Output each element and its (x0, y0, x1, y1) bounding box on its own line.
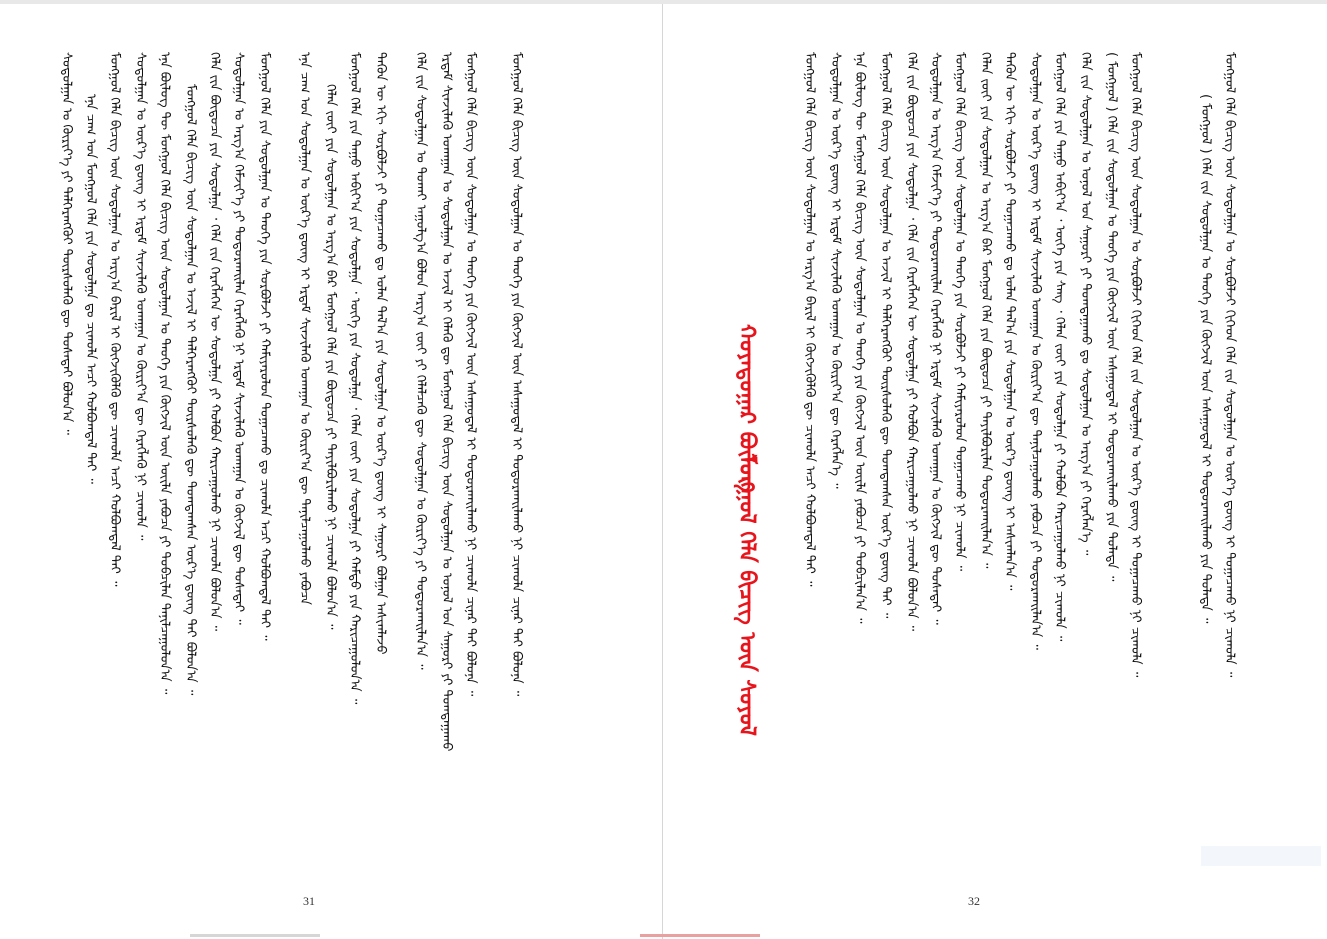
text-column: ᠮᠣᠩᠭᠣᠯ ᠬᠡᠯᠡ ᠪᠢᠴᠢᠭ᠌ ᠦᠨ ᠰᠤᠳᠤᠯᠭᠠᠨ ᠤ ᠲᠡᠦᠬᠡ ᠶᠢᠨ ᠬᠥᠭᠵᠢᠯ ᠦᠨ ᠠᠰᠠᠭᠤᠳᠠᠯ ᠢ ᠲᠣᠳᠣᠷᠬᠠᠢᠯᠠᠬᠤ ᠨᠢ ᠴᠢᠬᠤᠯᠠ ᠴᠢᠨᠠᠷ ᠲᠠᠢ ᠪᠣᠯᠤᠨᠠ ᠃ (509, 52, 524, 697)
text-column: ᠰᠤᠳᠤᠯᠭᠠᠨ ᠤ ᠦᠷ᠎ᠡ ᠳ᠋ᠦᠩ ᠢ ᠡᠷᠳᠡᠮ ᠰᠢᠨᠵᠢᠯᠡᠬᠦ ᠤᠬᠠᠭᠠᠨ ᠤ ᠬᠦᠷᠢᠶ᠎ᠡᠨ ᠳᠦ ᠬᠡᠷᠡᠭᠯᠡᠨ᠎ᠡ ᠃ (828, 52, 843, 489)
text-column: ( ᠮᠣᠩᠭᠣᠯ ) ᠬᠡᠯᠡ ᠵᠢᠨ ᠰᠤᠳᠤᠯᠭᠠᠨ ᠤ ᠲᠡᠦᠬᠡ ᠶᠢᠨ ᠬᠥᠭᠵᠢᠯ ᠦᠨ ᠠᠰᠠᠭᠤᠳᠠᠯ ᠢ ᠲᠣᠳᠣᠷᠬᠠᠢᠯᠠᠬᠤ ᠶᠢᠨ ᠲᠤᠯᠠᠳᠠ ᠃ (1198, 94, 1213, 624)
text-column: ᠮᠣᠩᠭᠣᠯ ᠬᠡᠯᠡ ᠪᠢᠴᠢᠭ ᠦᠨ ᠰᠤᠳᠤᠯᠭᠠᠨ ᠤ ᠠᠵᠢᠯ ᠢ ᠳᠡᠯᠭᠡᠷᠡᠩᠭᠦᠢ ᠳᠦᠷᠰᠦᠯᠡᠬᠦ ᠳᠦ ᠲᠣᠭᠲᠠᠭᠰᠠᠨ ᠦᠷ᠎ᠡ ᠳ᠋ᠦᠩ ᠲᠠᠢ ᠪᠣᠯᠤᠨ᠎ᠠ ᠃ (183, 84, 198, 696)
bottom-edge-mark (190, 934, 320, 937)
scan-watermark (1201, 846, 1321, 866)
bottom-edge-mark (640, 934, 760, 937)
page-31 (0, 4, 663, 939)
text-column: ᠬᠡᠯᠡ ᠵᠢᠨ ᠪᠦᠲᠦᠴᠡ ᠶᠢᠨ ᠰᠤᠳᠤᠯᠭᠠ ᠂ ᠬᠡᠯᠡ ᠵᠢᠨ ᠬᠡᠷᠡᠭᠯᠡᠭᠡᠨ ᠦ ᠰᠤᠳᠤᠯᠭᠠ ᠶᠢ ᠬᠣᠯᠪᠣᠨ ᠬᠠᠷᠢᠴᠠᠭᠤᠯᠬᠤ ᠨᠢ ᠴᠢᠬᠤᠯᠠ ᠪᠣᠯᠤᠨ᠎ᠠ ᠃ (207, 52, 222, 632)
text-column: ᠰᠤᠳᠤᠯᠭᠠᠨ ᠤ ᠦᠷ᠎ᠡ ᠳ᠋ᠦᠩ ᠢ ᠡᠷᠳᠡᠮ ᠰᠢᠨᠵᠢᠯᠡᠬᠦ ᠤᠬᠠᠭᠠᠨ ᠤ ᠬᠦᠷᠢᠶ᠎ᠡᠨ ᠳᠦ ᠬᠡᠷᠡᠭᠯᠡᠬᠦ ᠨᠢ ᠴᠢᠬᠤᠯᠠ ᠃ (133, 52, 148, 541)
text-column: ᠬᠡᠯᠡ ᠵᠢᠨ ᠪᠦᠲᠦᠴᠡ ᠶᠢᠨ ᠰᠤᠳᠤᠯᠭᠠ ᠂ ᠬᠡᠯᠡ ᠵᠢᠨ ᠬᠡᠷᠡᠭᠯᠡᠭᠡᠨ ᠦ ᠰᠤᠳᠤᠯᠭᠠ ᠶᠢ ᠬᠣᠯᠪᠣᠨ ᠬᠠᠷᠢᠴᠠᠭᠤᠯᠬᠤ ᠨᠢ ᠴᠢᠬᠤᠯᠠ ᠪᠣᠯᠤᠨ᠎ᠠ ᠃ (904, 52, 919, 632)
text-column: ᠰᠤᠳᠤᠯᠭᠠᠨ ᠤ ᠠᠷᠭ᠎ᠠ ᠬᠡᠮᠵᠢᠶ᠎ᠡ ᠶᠢ ᠲᠣᠳᠣᠷᠬᠠᠢᠯᠠᠨ ᠬᠡᠷᠡᠭᠯᠡᠬᠦ ᠨᠢ ᠡᠷᠳᠡᠮ ᠰᠢᠨᠵᠢᠯᠡᠬᠦ ᠤᠬᠠᠭᠠᠨ ᠤ ᠬᠥᠭᠵᠢᠯ ᠳᠦ ᠲᠤᠰᠠᠲᠠᠢ ᠃ (231, 52, 246, 625)
page-32 (663, 4, 1327, 939)
text-column: ᠲᠡᠭᠦᠨ ᠦ ᠡᠬᠢ ᠰᠤᠷᠪᠤᠯᠵᠢ ᠶᠢ ᠲᠣᠭᠠᠴᠠᠬᠤ ᠳᠤ ᠣᠯᠠᠨ ᠲᠠᠯ᠎ᠠ ᠶᠢᠨ ᠰᠤᠳᠤᠯᠭᠠᠨ ᠤ ᠦᠷ᠎ᠡ ᠳ᠋ᠦᠩ ᠢ ᠰᠠᠭᠤᠷᠢ ᠪᠣᠯᠭᠠᠨ ᠠᠰᠢᠭᠯᠠᠵᠤ (373, 52, 388, 655)
text-column: ᠬᠡᠯᠡ ᠵᠢᠨ ᠰᠤᠳᠤᠯᠭᠠᠨ ᠤ ᠲᠤᠬᠠᠢ ᠠᠭᠤᠯᠭ᠎ᠠ ᠪᠣᠯᠤᠨ ᠠᠷᠭ᠎ᠠ ᠵᠦᠢ ᠶᠢ ᠬᠡᠯᠡᠯᠴᠡᠬᠦ ᠳᠦ ᠰᠤᠳᠤᠯᠭᠠᠨ ᠤ ᠬᠦᠷᠢᠶ᠎ᠡ ᠶᠢ ᠲᠣᠳᠣᠷᠬᠠᠢᠯᠠᠨ᠎ᠠ ᠃ (413, 52, 428, 670)
text-column: ᠡᠨᠡ ᠪᠦᠯᠦᠭ ᠲᠦ ᠮᠣᠩᠭᠣᠯ ᠬᠡᠯᠡ ᠪᠢᠴᠢᠭ ᠦᠨ ᠰᠤᠳᠤᠯᠭᠠᠨ ᠤ ᠲᠡᠦᠬᠡ ᠶᠢᠨ ᠬᠥᠭᠵᠢᠯ ᠦᠨ ᠦᠢᠯᠡ ᠶᠠᠪᠤᠴᠠ ᠶᠢ ᠲᠣᠪᠴᠢᠯᠠᠨ᠎ᠠ ᠃ (852, 52, 867, 624)
chapter-title: ᠮᠣᠩᠭᠣᠯ ᠬᠡᠯᠡ ᠪᠢᠴᠢᠭ᠌ ᠦᠨ ᠰᠣᠶᠣᠯ (734, 454, 759, 736)
chapter-title: ᠬᠣᠶᠠᠳᠤᠭᠠᠷ ᠪᠦᠯᠦᠭ (734, 324, 759, 493)
text-column: ᠮᠣᠩᠭᠣᠯ ᠬᠡᠯᠡ ᠶᠢᠨ ᠳᠠᠭᠤ ᠠᠪᠢᠶ᠎ᠠ ᠂ ᠦᠭᠡ ᠶᠢᠨ ᠰᠠᠩ ᠂ ᠬᠡᠯᠡᠨ ᠵᠦᠢ ᠶᠢᠨ ᠰᠤᠳᠤᠯᠭᠠ ᠶᠢ ᠬᠣᠯᠪᠣᠨ ᠬᠠᠷᠢᠴᠠᠭᠤᠯᠬᠤ ᠨᠢ ᠴᠢᠬᠤᠯᠠ ᠃ (1052, 52, 1067, 642)
text-column: ᠡᠨᠡ ᠴᠠᠭ ᠤᠨ ᠮᠣᠩᠭᠣᠯ ᠬᠡᠯᠡ ᠶᠢᠨ ᠰᠤᠳᠤᠯᠭᠠ ᠳᠤ ᠴᠢᠬᠤᠯᠠ ᠠᠴᠢ ᠬᠣᠯᠪᠣᠭᠳᠠᠯ ᠲᠠᠢ ᠃ (83, 94, 98, 484)
text-column: ᠬᠡᠯᠡᠨ ᠵᠦᠢ ᠶᠢᠨ ᠰᠤᠳᠤᠯᠭᠠᠨ ᠤ ᠠᠷᠭ᠎ᠠ ᠪᠠᠷ ᠮᠣᠩᠭᠣᠯ ᠬᠡᠯᠡ ᠶᠢᠨ ᠪᠦᠲᠦᠴᠡ ᠶᠢ ᠲᠠᠶᠢᠯᠪᠤᠷᠢᠯᠠᠨ ᠲᠣᠳᠣᠷᠬᠠᠢᠯᠠᠨ᠎ᠠ ᠃ (978, 52, 993, 569)
text-column: ᠬᠡᠯᠡᠨ ᠵᠦᠢ ᠶᠢᠨ ᠰᠤᠳᠤᠯᠭᠠᠨ ᠤ ᠠᠷᠭ᠎ᠠ ᠪᠠᠷ ᠮᠣᠩᠭᠣᠯ ᠬᠡᠯᠡ ᠶᠢᠨ ᠪᠦᠲᠦᠴᠡ ᠶᠢ ᠲᠠᠶᠢᠯᠪᠤᠷᠢᠯᠠᠬᠤ ᠨᠢ ᠴᠢᠬᠤᠯᠠ ᠪᠣᠯᠤᠨ᠎ᠠ ᠃ (323, 84, 338, 630)
text-column: ᠮᠣᠩᠭᠣᠯ ᠬᠡᠯᠡ ᠪᠢᠴᠢᠭ ᠦᠨ ᠰᠤᠳᠤᠯᠭᠠᠨ ᠤ ᠠᠷᠭ᠎ᠠ ᠪᠠᠷᠢᠯ ᠢ ᠬᠦᠭᠵᠢᠭᠦᠯᠬᠦ ᠳᠦ ᠴᠢᠬᠤᠯᠠ ᠠᠴᠢ ᠬᠣᠯᠪᠣᠭᠳᠠᠯ ᠲᠠᠢ ᠃ (802, 52, 817, 587)
text-column: ( ᠮᠣᠩᠭᠣᠯ ) ᠬᠡᠯᠡ ᠵᠢᠨ ᠰᠤᠳᠤᠯᠭᠠᠨ ᠤ ᠲᠡᠦᠬᠡ ᠶᠢᠨ ᠬᠥᠭᠵᠢᠯ ᠦᠨ ᠠᠰᠠᠭᠤᠳᠠᠯ ᠢ ᠲᠣᠳᠣᠷᠬᠠᠢᠯᠠᠬᠤ ᠶᠢᠨ ᠲᠤᠯᠠᠳᠠ ᠃ (1104, 52, 1119, 582)
text-column: ᠮᠣᠩᠭᠣᠯ ᠬᠡᠯᠡ ᠶᠢᠨ ᠳᠠᠭᠤ ᠠᠪᠢᠶ᠎ᠠ ᠶᠢᠨ ᠰᠤᠳᠤᠯᠭᠠ ᠂ ᠦᠭᠡ ᠶᠢᠨ ᠰᠤᠳᠤᠯᠭᠠ ᠂ ᠬᠡᠯᠡᠨ ᠵᠦᠢ ᠶᠢᠨ ᠰᠤᠳᠤᠯᠭᠠ ᠶᠢ ᠬᠠᠮᠲᠤ ᠶᠢᠨ ᠬᠠᠷᠢᠴᠠᠭᠤᠯᠤᠨ᠎ᠠ ᠃ (347, 52, 362, 705)
text-column: ᠡᠨᠡ ᠴᠠᠭ ᠤᠨ ᠰᠤᠳᠤᠯᠭᠠᠨ ᠤ ᠦᠷ᠎ᠡ ᠳ᠋ᠦᠩ ᠢ ᠡᠷᠳᠡᠮ ᠰᠢᠨᠵᠢᠯᠡᠬᠦ ᠤᠬᠠᠭᠠᠨ ᠤ ᠬᠦᠷᠢᠶ᠎ᠡᠨ ᠳᠦ ᠲᠠᠨᠢᠯᠴᠠᠭᠤᠯᠬᠤ ᠶᠠᠪᠤᠴᠠ (297, 52, 312, 605)
text-column: ᠮᠣᠩᠭᠣᠯ ᠬᠡᠯᠡ ᠪᠢᠴᠢᠭ᠌ ᠦᠨ ᠰᠤᠳᠤᠯᠭᠠᠨ ᠤ ᠰᠤᠷᠪᠤᠯᠵᠢ ᠬᠢᠭᠡᠳ ᠬᠡᠯᠡ ᠵᠢᠨ ᠰᠤᠳᠤᠯᠭᠠᠨ ᠤ ᠦᠷ᠎ᠡ ᠳ᠋ᠦᠩ ᠢ ᠲᠣᠭᠠᠴᠠᠬᠤ ᠨᠢ ᠴᠢᠬᠤᠯᠠ ᠃ (1222, 52, 1237, 678)
text-column: ᠮᠣᠩᠭᠣᠯ ᠬᠡᠯᠡ ᠪᠢᠴᠢᠭ ᠦᠨ ᠰᠤᠳᠤᠯᠭᠠᠨ ᠤ ᠲᠡᠦᠬᠡ ᠶᠢᠨ ᠰᠤᠷᠪᠤᠯᠵᠢ ᠶᠢ ᠬᠠᠮᠢᠶᠠᠷᠤᠯᠤᠨ ᠲᠣᠭᠠᠴᠠᠬᠤ ᠨᠢ ᠴᠢᠬᠤᠯᠠ ᠃ (952, 52, 967, 572)
text-column: ᠰᠤᠳᠤᠯᠭᠠᠨ ᠤ ᠠᠷᠭ᠎ᠠ ᠬᠡᠮᠵᠢᠶ᠎ᠡ ᠶᠢ ᠲᠣᠳᠣᠷᠬᠠᠢᠯᠠᠨ ᠬᠡᠷᠡᠭᠯᠡᠬᠦ ᠨᠢ ᠡᠷᠳᠡᠮ ᠰᠢᠨᠵᠢᠯᠡᠬᠦ ᠤᠬᠠᠭᠠᠨ ᠤ ᠬᠥᠭᠵᠢᠯ ᠳᠦ ᠲᠤᠰᠠᠲᠠᠢ ᠃ (928, 52, 943, 625)
text-column: ᠡᠨᠡ ᠪᠦᠯᠦᠭ ᠲᠦ ᠮᠣᠩᠭᠣᠯ ᠬᠡᠯᠡ ᠪᠢᠴᠢᠭ ᠦᠨ ᠰᠤᠳᠤᠯᠭᠠᠨ ᠤ ᠲᠡᠦᠬᠡ ᠶᠢᠨ ᠬᠥᠭᠵᠢᠯ ᠦᠨ ᠦᠢᠯᠡ ᠶᠠᠪᠤᠴᠠ ᠶᠢ ᠲᠣᠪᠴᠢᠯᠠᠨ ᠲᠠᠨᠢᠯᠴᠠᠭᠤᠯᠤᠨ᠎ᠠ ᠃ (157, 52, 172, 695)
text-column: ᠮᠣᠩᠭᠣᠯ ᠬᠡᠯᠡ ᠪᠢᠴᠢᠭ᠌ ᠦᠨ ᠰᠤᠳᠤᠯᠭᠠᠨ ᠤ ᠰᠤᠷᠪᠤᠯᠵᠢ ᠬᠢᠭᠡᠳ ᠬᠡᠯᠡ ᠵᠢᠨ ᠰᠤᠳᠤᠯᠭᠠᠨ ᠤ ᠦᠷ᠎ᠡ ᠳ᠋ᠦᠩ ᠢ ᠲᠣᠭᠠᠴᠠᠬᠤ ᠨᠢ ᠴᠢᠬᠤᠯᠠ ᠃ (1128, 52, 1143, 678)
page-number: 31 (303, 894, 315, 908)
text-column: ᠮᠣᠩᠭᠣᠯ ᠬᠡᠯᠡ ᠪᠢᠴᠢᠭ ᠦᠨ ᠰᠤᠳᠤᠯᠭᠠᠨ ᠤ ᠠᠵᠢᠯ ᠢ ᠳᠡᠯᠭᠡᠷᠡᠩᠭᠦᠢ ᠳᠦᠷᠰᠦᠯᠡᠬᠦ ᠳᠦ ᠲᠣᠭᠲᠠᠭᠰᠠᠨ ᠦᠷ᠎ᠡ ᠳ᠋ᠦᠩ ᠲᠠᠢ ᠃ (878, 52, 893, 619)
page-number: 32 (968, 894, 980, 908)
text-column: ᠬᠡᠯᠡ ᠵᠢᠨ ᠰᠤᠳᠤᠯᠭᠠᠨ ᠤ ᠣᠨᠣᠯ ᠤᠨ ᠰᠠᠭᠤᠷᠢ ᠶᠢ ᠲᠣᠭᠲᠠᠭᠠᠬᠤ ᠳᠤ ᠰᠤᠳᠤᠯᠭᠠᠨ ᠤ ᠠᠷᠭ᠎ᠠ ᠶᠢ ᠬᠡᠷᠡᠭᠯᠡᠨ᠎ᠡ ᠃ (1078, 52, 1093, 556)
text-column: ᠲᠡᠭᠦᠨ ᠦ ᠡᠬᠢ ᠰᠤᠷᠪᠤᠯᠵᠢ ᠶᠢ ᠲᠣᠭᠠᠴᠠᠬᠤ ᠳᠤ ᠣᠯᠠᠨ ᠲᠠᠯ᠎ᠠ ᠶᠢᠨ ᠰᠤᠳᠤᠯᠭᠠᠨ ᠤ ᠦᠷ᠎ᠡ ᠳ᠋ᠦᠩ ᠢ ᠠᠰᠢᠭᠯᠠᠨ᠎ᠠ ᠃ (1002, 52, 1017, 591)
text-column: ᠮᠣᠩᠭᠣᠯ ᠬᠡᠯᠡ ᠶᠢᠨ ᠰᠤᠳᠤᠯᠭᠠᠨ ᠤ ᠲᠡᠦᠬᠡ ᠶᠢᠨ ᠰᠤᠷᠪᠤᠯᠵᠢ ᠶᠢ ᠬᠠᠮᠢᠶᠠᠷᠤᠯᠤᠨ ᠲᠣᠭᠠᠴᠠᠬᠤ ᠳᠤ ᠴᠢᠬᠤᠯᠠ ᠠᠴᠢ ᠬᠣᠯᠪᠣᠭᠳᠠᠯ ᠲᠠᠢ ᠃ (257, 52, 272, 641)
text-column: ᠰᠤᠳᠤᠯᠭᠠᠨ ᠤ ᠬᠦᠷᠢᠶ᠎ᠡ ᠶᠢ ᠳᠡᠯᠭᠡᠷᠡᠩᠭᠦᠢ ᠳᠦᠷᠰᠦᠯᠡᠬᠦ ᠳᠦ ᠲᠤᠰᠠᠲᠠᠢ ᠪᠣᠯᠤᠨ᠎ᠠ ᠃ (59, 52, 74, 435)
text-column: ᠡᠷᠳᠡᠮ ᠰᠢᠨᠵᠢᠯᠡᠬᠦ ᠤᠬᠠᠭᠠᠨ ᠤ ᠰᠤᠳᠤᠯᠭᠠᠨ ᠤ ᠠᠵᠢᠯ ᠢ ᠬᠡᠯᠡᠬᠦ ᠳᠦ ᠮᠣᠩᠭᠣᠯ ᠬᠡᠯᠡ ᠪᠢᠴᠢᠭ ᠦᠨ ᠰᠤᠳᠤᠯᠭᠠᠨ ᠤ ᠣᠨᠣᠯ ᠤᠨ ᠰᠠᠭᠤᠷᠢ ᠶᠢ ᠲᠣᠭᠲᠠᠭᠠᠬᠤ (439, 52, 454, 752)
text-column: ᠮᠣᠩᠭᠣᠯ ᠬᠡᠯᠡ ᠪᠢᠴᠢᠭ᠌ ᠦᠨ ᠰᠤᠳᠤᠯᠭᠠᠨ ᠤ ᠲᠡᠦᠬᠡ ᠶᠢᠨ ᠬᠥᠭᠵᠢᠯ ᠦᠨ ᠠᠰᠠᠭᠤᠳᠠᠯ ᠢ ᠲᠣᠳᠣᠷᠬᠠᠢᠯᠠᠬᠤ ᠨᠢ ᠴᠢᠬᠤᠯᠠ ᠴᠢᠨᠠᠷ ᠲᠠᠢ ᠪᠣᠯᠤᠨᠠ ᠃ (463, 52, 478, 697)
text-column: ᠰᠤᠳᠤᠯᠭᠠᠨ ᠤ ᠦᠷ᠎ᠡ ᠳ᠋ᠦᠩ ᠢ ᠡᠷᠳᠡᠮ ᠰᠢᠨᠵᠢᠯᠡᠬᠦ ᠤᠬᠠᠭᠠᠨ ᠤ ᠬᠦᠷᠢᠶ᠎ᠡᠨ ᠳᠦ ᠲᠠᠨᠢᠯᠴᠠᠭᠤᠯᠬᠤ ᠶᠠᠪᠤᠴᠠ ᠶᠢ ᠲᠣᠳᠣᠷᠬᠠᠢᠯᠠᠨ᠎ᠠ ᠃ (1028, 52, 1043, 650)
text-column: ᠮᠣᠩᠭᠣᠯ ᠬᠡᠯᠡ ᠪᠢᠴᠢᠭ ᠦᠨ ᠰᠤᠳᠤᠯᠭᠠᠨ ᠤ ᠠᠷᠭ᠎ᠠ ᠪᠠᠷᠢᠯ ᠢ ᠬᠦᠭᠵᠢᠭᠦᠯᠬᠦ ᠳᠦ ᠴᠢᠬᠤᠯᠠ ᠠᠴᠢ ᠬᠣᠯᠪᠣᠭᠳᠠᠯ ᠲᠠᠢ ᠃ (107, 52, 122, 587)
